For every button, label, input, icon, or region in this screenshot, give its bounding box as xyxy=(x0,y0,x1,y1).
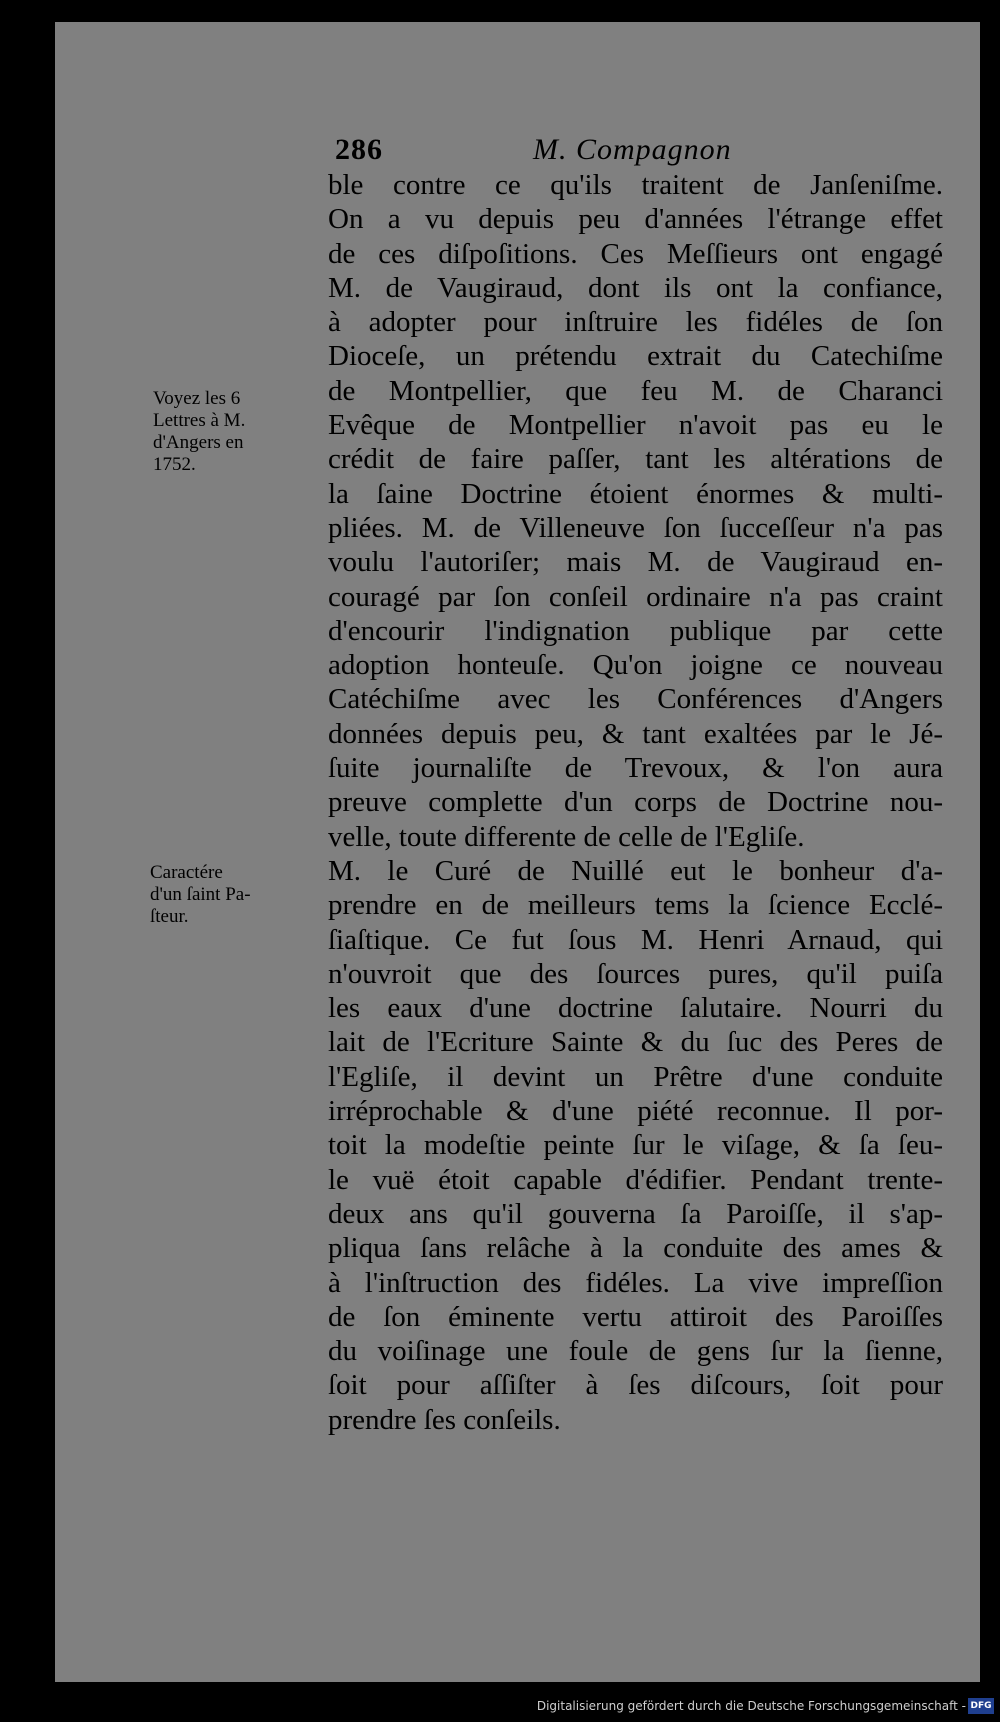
text-line: deux ans qu'il gouverna ſa Paroiſſe, il s'ap- xyxy=(328,1197,943,1230)
text-line: ſuite journaliſte de Trevoux, & l'on aura xyxy=(328,752,943,785)
text-line: prendre en de meilleurs tems la ſcience Ecclé- xyxy=(328,889,943,922)
text-line: de Montpellier, que feu M. de Charanci xyxy=(328,374,943,407)
text-line: preuve complette d'un corps de Doctrine nou- xyxy=(328,786,943,819)
dfg-logo: DFG xyxy=(968,1698,994,1714)
text-line: toit la modeſtie peinte ſur le viſage, & ſa ſeu- xyxy=(328,1129,943,1162)
text-line: de ces diſpoſitions. Ces Meſſieurs ont engagé xyxy=(328,237,943,270)
page-number: 286 xyxy=(335,133,383,166)
text-line: prendre ſes conſeils. xyxy=(328,1403,561,1436)
text-line: Catéchiſme avec les Conférences d'Angers xyxy=(328,683,943,716)
margin-note-line: 1752. xyxy=(153,454,196,475)
text-line: d'encourir l'indignation publique par cette xyxy=(328,614,943,647)
text-line: pliées. M. de Villeneuve ſon ſucceſſeur n'a pas xyxy=(328,511,943,544)
margin-note-line: Voyez les 6 xyxy=(153,388,241,409)
text-line: couragé par ſon conſeil ordinaire n'a pas craint xyxy=(328,580,943,613)
text-line: M. le Curé de Nuillé eut le bonheur d'a- xyxy=(328,854,943,887)
margin-note-line: d'Angers en xyxy=(153,432,244,453)
text-line: voulu l'autoriſer; mais M. de Vaugiraud en- xyxy=(328,546,943,579)
running-head xyxy=(335,133,945,169)
text-line: On a vu depuis peu d'années l'étrange effet xyxy=(328,203,943,236)
margin-note-line: ſteur. xyxy=(150,906,189,927)
text-line: adoption honteuſe. Qu'on joigne ce nouveau xyxy=(328,649,943,682)
margin-note-line: Caractére xyxy=(150,862,223,883)
text-line: ble contre ce qu'ils traitent de Janſeniſme. xyxy=(328,169,943,201)
text-line: la ſaine Doctrine étoient énormes & multi- xyxy=(328,477,943,510)
text-line: n'ouvroit que des ſources pures, qu'il puiſa xyxy=(328,957,943,990)
text-line: les eaux d'une doctrine ſalutaire. Nourri du xyxy=(328,992,943,1025)
text-line: données depuis peu, & tant exaltées par le Jé- xyxy=(328,717,943,750)
margin-note-line: Lettres à M. xyxy=(153,410,246,431)
margin-note-line: d'un ſaint Pa- xyxy=(150,884,251,905)
text-line: irréprochable & d'une piété reconnue. Il por- xyxy=(328,1095,943,1128)
text-line: velle, toute differente de celle de l'Egliſe. xyxy=(328,820,805,853)
margin-note-caractere xyxy=(150,862,310,928)
text-line: de ſon éminente vertu attiroit des Paroiſſes xyxy=(328,1300,943,1333)
footer-bar xyxy=(0,1694,1000,1722)
text-line: le vuë étoit capable d'édifier. Pendant trente- xyxy=(328,1163,943,1196)
text-line: Dioceſe, un prétendu extrait du Catechiſme xyxy=(328,340,943,373)
text-line: à adopter pour inſtruire les fidéles de ſon xyxy=(328,306,943,339)
text-line: ſoit pour aſſiſter à ſes diſcours, ſoit pour xyxy=(328,1369,943,1402)
funding-credit: Digitalisierung gefördert durch die Deutsche Forschungsgemeinschaft - xyxy=(536,1699,966,1713)
text-line: pliqua ſans relâche à la conduite des ames & xyxy=(328,1232,943,1265)
text-line: à l'inſtruction des fidéles. La vive impreſſion xyxy=(328,1266,943,1299)
text-line: du voiſinage une foule de gens ſur la ſienne, xyxy=(328,1335,943,1368)
body-text xyxy=(328,168,943,1437)
margin-note-reference xyxy=(153,388,313,476)
text-line: Evêque de Montpellier n'avoit pas eu le xyxy=(328,409,943,442)
text-line: ſiaſtique. Ce fut ſous M. Henri Arnaud, qui xyxy=(328,923,943,956)
running-title: M. Compagnon xyxy=(533,133,732,166)
text-line: l'Egliſe, il devint un Prêtre d'une conduite xyxy=(328,1060,943,1093)
text-line: crédit de faire paſſer, tant les altérations de xyxy=(328,443,943,476)
text-line: M. de Vaugiraud, dont ils ont la confiance, xyxy=(328,271,943,304)
text-line: lait de l'Ecriture Sainte & du ſuc des Peres de xyxy=(328,1026,943,1059)
